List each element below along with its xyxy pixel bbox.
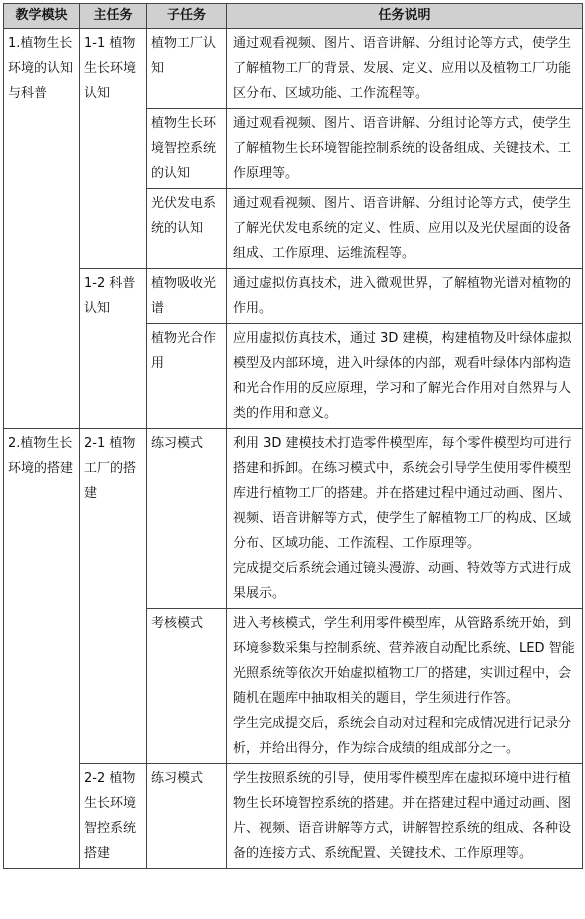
- subtask-cell: 植物光合作用: [147, 324, 227, 429]
- description-text: 进入考核模式，学生利用零件模型库，从管路系统开始，到环境参数采集与控制系统、营养液自动配比系统、LED 智能光照系统等依次开始虚拟植物工厂的搭建，实训过程中，会随机在题库中抽取相关的题目，学生须进行作答。: [233, 616, 575, 706]
- description-text: 学生按照系统的引导，使用零件模型库在虚拟环境中进行植物生长环境智控系统的搭建。并在搭建过程中通过动画、图片、视频、语音讲解等方式，讲解智控系统的组成、各种设备的连接方式、系统配置、关键技术、工作原理等。: [233, 771, 572, 861]
- subtask-cell: 练习模式: [147, 429, 227, 609]
- header-main-task: 主任务: [80, 4, 147, 29]
- description-text: 通过虚拟仿真技术，进入微观世界，了解植物光谱对植物的作用。: [233, 276, 572, 316]
- table-row: [4, 269, 583, 324]
- description-text: 应用虚拟仿真技术，通过 3D 建模，构建植物及叶绿体虚拟模型及内部环境，进入叶绿体的内部，观看叶绿体内部构造和光合作用的反应原理，学习和了解光合作用对自然界与人类的作用和意义。: [233, 331, 572, 421]
- header-row: [4, 4, 583, 29]
- description-text: 完成提交后系统会通过镜头漫游、动画、特效等方式进行成果展示。: [233, 561, 572, 601]
- main-task-cell: 2-2 植物生长环境智控系统搭建: [80, 764, 147, 869]
- description-cell: [227, 324, 583, 429]
- header-description: 任务说明: [227, 4, 583, 29]
- description-cell: [227, 269, 583, 324]
- description-cell: [227, 109, 583, 189]
- table-row: [4, 764, 583, 869]
- description-text: 学生完成提交后，系统会自动对过程和完成情况进行记录分析，并给出得分，作为综合成绩的组成部分之一。: [233, 716, 572, 756]
- description-cell: [227, 764, 583, 869]
- subtask-cell: 植物生长环境智控系统的认知: [147, 109, 227, 189]
- module-cell: 1.植物生长环境的认知与科普: [4, 29, 80, 429]
- subtask-cell: 植物吸收光谱: [147, 269, 227, 324]
- description-cell: [227, 189, 583, 269]
- description-cell: [227, 29, 583, 109]
- description-cell: [227, 429, 583, 609]
- description-text: 通过观看视频、图片、语音讲解、分组讨论等方式，使学生了解植物工厂的背景、发展、定义、应用以及植物工厂功能区分布、区域功能、工作流程等。: [233, 36, 572, 101]
- header-module: 教学模块: [4, 4, 80, 29]
- table-row: [4, 429, 583, 609]
- description-text: 通过观看视频、图片、语音讲解、分组讨论等方式，使学生了解植物生长环境智能控制系统的设备组成、关键技术、工作原理等。: [233, 116, 572, 181]
- description-text: 通过观看视频、图片、语音讲解、分组讨论等方式，使学生了解光伏发电系统的定义、性质、应用以及光伏屋面的设备组成、工作原理、运维流程等。: [233, 196, 572, 261]
- subtask-cell: 考核模式: [147, 609, 227, 764]
- main-task-cell: 1-1 植物生长环境认知: [80, 29, 147, 269]
- header-subtask: 子任务: [147, 4, 227, 29]
- subtask-cell: 植物工厂认知: [147, 29, 227, 109]
- main-task-cell: 2-1 植物工厂的搭建: [80, 429, 147, 764]
- subtask-cell: 光伏发电系统的认知: [147, 189, 227, 269]
- description-cell: [227, 609, 583, 764]
- main-task-cell: 1-2 科普认知: [80, 269, 147, 429]
- subtask-cell: 练习模式: [147, 764, 227, 869]
- task-table: [3, 3, 583, 869]
- description-text: 利用 3D 建模技术打造零件模型库，每个零件模型均可进行搭建和拆卸。在练习模式中，系统会引导学生使用零件模型库进行植物工厂的搭建。并在搭建过程中通过动画、图片、视频、语音讲解等方式，使学生了解植物工厂的构成、区域分布、区域功能、工作流程、工作原理等。: [233, 436, 572, 551]
- module-cell: 2.植物生长环境的搭建: [4, 429, 80, 869]
- table-row: [4, 29, 583, 109]
